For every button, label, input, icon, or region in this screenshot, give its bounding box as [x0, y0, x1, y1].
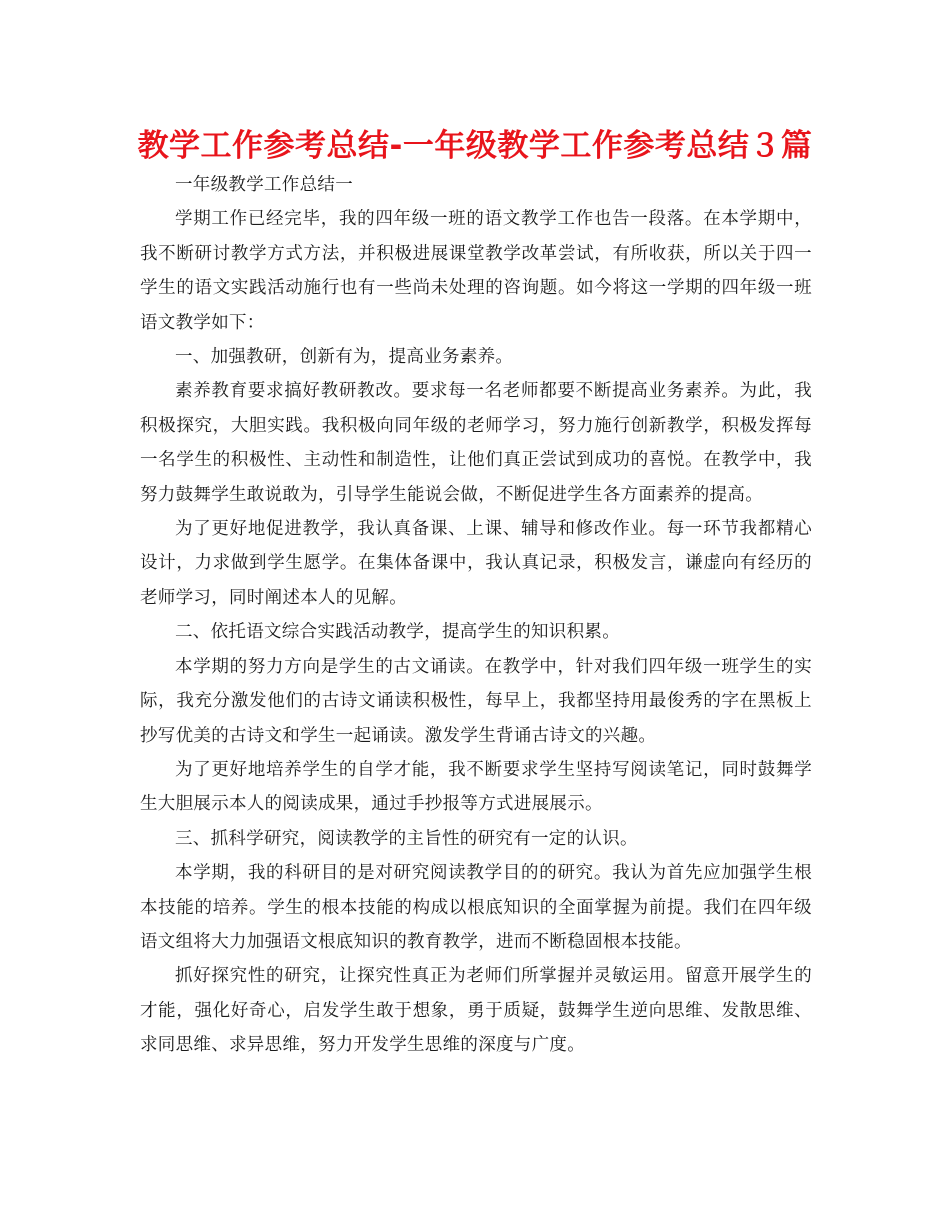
document-body: [140, 168, 812, 1063]
paragraph: 为了更好地促进教学，我认真备课、上课、辅导和修改作业。每一环节我都精心设计，力求做到学生愿学。在集体备课中，我认真记录，积极发言，谦虚向有经历的老师学习，同时阐述本人的见解。: [140, 519, 812, 608]
paragraph-intro: 学期工作已经完毕，我的四年级一班的语文教学工作也告一段落。在本学期中，我不断研讨教学方式方法，并积极进展课堂教学改革尝试，有所收获，所以关于四一学生的语文实践活动施行也有一些尚未处理的咨询题。如今将这一学期的四年级一班语文教学如下：: [140, 209, 812, 333]
paragraph: 本学期，我的科研目的是对研究阅读教学目的的研究。我认为首先应加强学生根本技能的培养。学生的根本技能的构成以根底知识的全面掌握为前提。我们在四年级语文组将大力加强语文根底知识的教育教学，进而不断稳固根本技能。: [140, 863, 812, 952]
paragraph: 本学期的努力方向是学生的古文诵读。在教学中，针对我们四年级一班学生的实际，我充分激发他们的古诗文诵读积极性，每早上，我都坚持用最俊秀的字在黑板上抄写优美的古诗文和学生一起诵读。激发学生背诵古诗文的兴趣。: [140, 656, 812, 746]
paragraph: 抓好探究性的研究，让探究性真正为老师们所掌握并灵敏运用。留意开展学生的才能，强化好奇心，启发学生敢于想象，勇于质疑，鼓舞学生逆向思维、发散思维、求同思维、求异思维，努力开发学生思维的深度与广度。: [140, 966, 812, 1056]
paragraph: 为了更好地培养学生的自学才能，我不断要求学生坚持写阅读笔记，同时鼓舞学生大胆展示本人的阅读成果，通过手抄报等方式进展展示。: [140, 759, 812, 815]
section-heading-3: 三、抓科学研究，阅读教学的主旨性的研究有一定的认识。: [175, 828, 638, 849]
section-heading-2: 二、依托语文综合实践活动教学，提高学生的知识积累。: [175, 622, 620, 643]
paragraph: 素养教育要求搞好教研教改。要求每一名老师都要不断提高业务素养。为此，我积极探究，大胆实践。我积极向同年级的老师学习，努力施行创新教学，积极发挥每一名学生的积极性、主动性和制造性，让他们真正尝试到成功的喜悦。在教学中，我努力鼓舞学生敢说敢为，引导学生能说会做，不断促进学生各方面素养的提高。: [140, 381, 812, 505]
document-title: 教学工作参考总结-一年级教学工作参考总结３篇: [137, 128, 813, 164]
section-heading-1: 一、加强教研，创新有为，提高业务素养。: [175, 347, 514, 368]
paragraph-subtitle: 一年级教学工作总结一: [175, 175, 353, 195]
